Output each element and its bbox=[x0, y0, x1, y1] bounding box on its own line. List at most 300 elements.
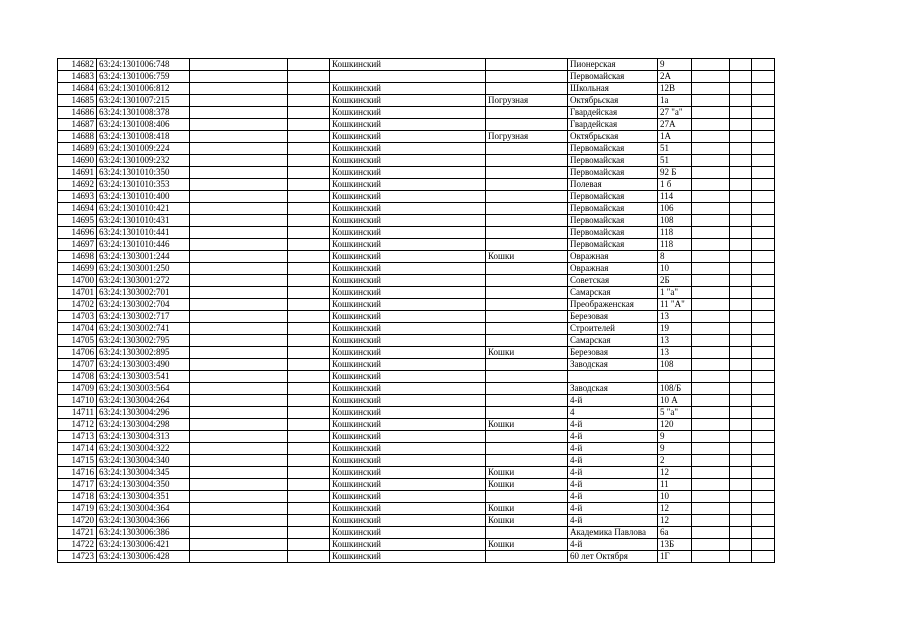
empty-cell bbox=[752, 227, 775, 239]
locality-cell bbox=[486, 155, 568, 167]
table-row bbox=[58, 323, 775, 335]
empty-cell bbox=[190, 215, 288, 227]
empty-cell bbox=[190, 155, 288, 167]
empty-cell bbox=[190, 383, 288, 395]
table-row bbox=[58, 527, 775, 539]
table-row bbox=[58, 287, 775, 299]
street-cell: 4-й bbox=[568, 491, 658, 503]
locality-cell bbox=[486, 263, 568, 275]
empty-cell bbox=[730, 239, 752, 251]
empty-cell bbox=[190, 83, 288, 95]
district-cell: Кошкинский bbox=[330, 263, 486, 275]
row-number-cell: 14696 bbox=[58, 227, 97, 239]
empty-cell bbox=[190, 167, 288, 179]
empty-cell bbox=[730, 467, 752, 479]
house-number-cell: 13 bbox=[658, 347, 692, 359]
empty-cell bbox=[288, 239, 330, 251]
district-cell: Кошкинский bbox=[330, 551, 486, 563]
empty-cell bbox=[692, 287, 730, 299]
locality-cell: Кошки bbox=[486, 515, 568, 527]
empty-cell bbox=[752, 215, 775, 227]
locality-cell: Кошки bbox=[486, 467, 568, 479]
house-number-cell: 27А bbox=[658, 119, 692, 131]
table-row bbox=[58, 107, 775, 119]
empty-cell bbox=[190, 419, 288, 431]
street-cell: Самарская bbox=[568, 287, 658, 299]
empty-cell bbox=[190, 299, 288, 311]
street-cell: Строителей bbox=[568, 323, 658, 335]
district-cell: Кошкинский bbox=[330, 155, 486, 167]
cadastral-number-cell: 63:24:1303001:244 bbox=[97, 251, 190, 263]
street-cell: 4-й bbox=[568, 455, 658, 467]
house-number-cell: 13 bbox=[658, 311, 692, 323]
cadastral-number-cell: 63:24:1301010:441 bbox=[97, 227, 190, 239]
district-cell: Кошкинский bbox=[330, 479, 486, 491]
empty-cell bbox=[730, 119, 752, 131]
cadastral-number-cell: 63:24:1301010:446 bbox=[97, 239, 190, 251]
table-row bbox=[58, 311, 775, 323]
house-number-cell: 10 А bbox=[658, 395, 692, 407]
row-number-cell: 14694 bbox=[58, 203, 97, 215]
locality-cell bbox=[486, 287, 568, 299]
empty-cell bbox=[692, 515, 730, 527]
empty-cell bbox=[692, 191, 730, 203]
empty-cell bbox=[190, 275, 288, 287]
cadastral-number-cell: 63:24:1303006:386 bbox=[97, 527, 190, 539]
cadastral-number-cell: 63:24:1303004:313 bbox=[97, 431, 190, 443]
empty-cell bbox=[730, 191, 752, 203]
house-number-cell: 12 bbox=[658, 515, 692, 527]
empty-cell bbox=[288, 107, 330, 119]
street-cell: Полевая bbox=[568, 179, 658, 191]
district-cell: Кошкинский bbox=[330, 59, 486, 71]
empty-cell bbox=[692, 551, 730, 563]
row-number-cell: 14685 bbox=[58, 95, 97, 107]
table-row bbox=[58, 419, 775, 431]
street-cell: Первомайская bbox=[568, 155, 658, 167]
locality-cell: Погрузная bbox=[486, 95, 568, 107]
district-cell: Кошкинский bbox=[330, 179, 486, 191]
locality-cell bbox=[486, 443, 568, 455]
district-cell: Кошкинский bbox=[330, 275, 486, 287]
empty-cell bbox=[730, 419, 752, 431]
empty-cell bbox=[730, 155, 752, 167]
table-row bbox=[58, 71, 775, 83]
locality-cell bbox=[486, 395, 568, 407]
empty-cell bbox=[288, 431, 330, 443]
empty-cell bbox=[190, 395, 288, 407]
empty-cell bbox=[190, 371, 288, 383]
district-cell: Кошкинский bbox=[330, 503, 486, 515]
street-cell: Первомайская bbox=[568, 71, 658, 83]
empty-cell bbox=[730, 503, 752, 515]
cadastral-number-cell: 63:24:1303004:264 bbox=[97, 395, 190, 407]
street-cell: Преображенская bbox=[568, 299, 658, 311]
empty-cell bbox=[752, 131, 775, 143]
empty-cell bbox=[692, 251, 730, 263]
locality-cell bbox=[486, 191, 568, 203]
district-cell: Кошкинский bbox=[330, 191, 486, 203]
house-number-cell: 2 bbox=[658, 455, 692, 467]
empty-cell bbox=[692, 179, 730, 191]
house-number-cell: 6а bbox=[658, 527, 692, 539]
empty-cell bbox=[288, 551, 330, 563]
empty-cell bbox=[692, 227, 730, 239]
empty-cell bbox=[692, 155, 730, 167]
street-cell: Овражная bbox=[568, 263, 658, 275]
empty-cell bbox=[730, 179, 752, 191]
empty-cell bbox=[730, 407, 752, 419]
district-cell: Кошкинский bbox=[330, 131, 486, 143]
empty-cell bbox=[752, 119, 775, 131]
cadastral-number-cell: 63:24:1301007:215 bbox=[97, 95, 190, 107]
empty-cell bbox=[752, 203, 775, 215]
empty-cell bbox=[692, 527, 730, 539]
row-number-cell: 14705 bbox=[58, 335, 97, 347]
empty-cell bbox=[288, 191, 330, 203]
empty-cell bbox=[730, 323, 752, 335]
table-row bbox=[58, 227, 775, 239]
empty-cell bbox=[692, 203, 730, 215]
house-number-cell: 27 "а" bbox=[658, 107, 692, 119]
table-row bbox=[58, 119, 775, 131]
empty-cell bbox=[692, 431, 730, 443]
empty-cell bbox=[730, 71, 752, 83]
row-number-cell: 14700 bbox=[58, 275, 97, 287]
house-number-cell: 114 bbox=[658, 191, 692, 203]
table-row bbox=[58, 83, 775, 95]
table-row bbox=[58, 455, 775, 467]
empty-cell bbox=[288, 179, 330, 191]
empty-cell bbox=[730, 347, 752, 359]
street-cell: Гвардейская bbox=[568, 107, 658, 119]
row-number-cell: 14693 bbox=[58, 191, 97, 203]
empty-cell bbox=[692, 107, 730, 119]
empty-cell bbox=[752, 395, 775, 407]
house-number-cell: 9 bbox=[658, 431, 692, 443]
empty-cell bbox=[692, 323, 730, 335]
empty-cell bbox=[692, 275, 730, 287]
empty-cell bbox=[288, 95, 330, 107]
cadastral-number-cell: 63:24:1301010:350 bbox=[97, 167, 190, 179]
empty-cell bbox=[288, 347, 330, 359]
empty-cell bbox=[752, 155, 775, 167]
empty-cell bbox=[752, 143, 775, 155]
empty-cell bbox=[730, 359, 752, 371]
empty-cell bbox=[752, 371, 775, 383]
empty-cell bbox=[692, 215, 730, 227]
house-number-cell: 10 bbox=[658, 263, 692, 275]
empty-cell bbox=[692, 131, 730, 143]
empty-cell bbox=[190, 539, 288, 551]
empty-cell bbox=[730, 131, 752, 143]
empty-cell bbox=[190, 515, 288, 527]
house-number-cell: 118 bbox=[658, 227, 692, 239]
empty-cell bbox=[288, 203, 330, 215]
street-cell: Первомайская bbox=[568, 215, 658, 227]
cadastral-number-cell: 63:24:1303002:701 bbox=[97, 287, 190, 299]
house-number-cell: 10 bbox=[658, 491, 692, 503]
empty-cell bbox=[190, 179, 288, 191]
empty-cell bbox=[288, 455, 330, 467]
empty-cell bbox=[692, 299, 730, 311]
locality-cell bbox=[486, 431, 568, 443]
empty-cell bbox=[730, 251, 752, 263]
row-number-cell: 14714 bbox=[58, 443, 97, 455]
row-number-cell: 14702 bbox=[58, 299, 97, 311]
row-number-cell: 14687 bbox=[58, 119, 97, 131]
empty-cell bbox=[692, 83, 730, 95]
row-number-cell: 14690 bbox=[58, 155, 97, 167]
empty-cell bbox=[190, 287, 288, 299]
district-cell: Кошкинский bbox=[330, 371, 486, 383]
locality-cell bbox=[486, 227, 568, 239]
empty-cell bbox=[692, 167, 730, 179]
empty-cell bbox=[752, 167, 775, 179]
cadastral-number-cell: 63:24:1301010:400 bbox=[97, 191, 190, 203]
street-cell: Пионерская bbox=[568, 59, 658, 71]
empty-cell bbox=[752, 335, 775, 347]
table-row bbox=[58, 479, 775, 491]
empty-cell bbox=[752, 443, 775, 455]
empty-cell bbox=[692, 467, 730, 479]
empty-cell bbox=[288, 479, 330, 491]
cadastral-number-cell: 63:24:1301006:812 bbox=[97, 83, 190, 95]
cadastral-number-cell: 63:24:1303006:421 bbox=[97, 539, 190, 551]
empty-cell bbox=[730, 275, 752, 287]
empty-cell bbox=[288, 467, 330, 479]
district-cell: Кошкинский bbox=[330, 215, 486, 227]
house-number-cell: 1 "а" bbox=[658, 287, 692, 299]
empty-cell bbox=[288, 383, 330, 395]
property-register-table bbox=[57, 58, 775, 563]
row-number-cell: 14718 bbox=[58, 491, 97, 503]
table-row bbox=[58, 539, 775, 551]
locality-cell bbox=[486, 527, 568, 539]
locality-cell: Кошки bbox=[486, 251, 568, 263]
house-number-cell: 120 bbox=[658, 419, 692, 431]
district-cell: Кошкинский bbox=[330, 539, 486, 551]
house-number-cell: 9 bbox=[658, 59, 692, 71]
locality-cell bbox=[486, 491, 568, 503]
table-row bbox=[58, 239, 775, 251]
empty-cell bbox=[752, 419, 775, 431]
empty-cell bbox=[692, 95, 730, 107]
empty-cell bbox=[730, 383, 752, 395]
row-number-cell: 14684 bbox=[58, 83, 97, 95]
empty-cell bbox=[190, 407, 288, 419]
empty-cell bbox=[190, 239, 288, 251]
street-cell: 4-й bbox=[568, 395, 658, 407]
table-row bbox=[58, 407, 775, 419]
empty-cell bbox=[288, 407, 330, 419]
table-row bbox=[58, 467, 775, 479]
empty-cell bbox=[288, 155, 330, 167]
row-number-cell: 14704 bbox=[58, 323, 97, 335]
locality-cell bbox=[486, 323, 568, 335]
empty-cell bbox=[190, 227, 288, 239]
empty-cell bbox=[752, 491, 775, 503]
row-number-cell: 14715 bbox=[58, 455, 97, 467]
table-row bbox=[58, 95, 775, 107]
empty-cell bbox=[288, 167, 330, 179]
row-number-cell: 14722 bbox=[58, 539, 97, 551]
street-cell: Первомайская bbox=[568, 167, 658, 179]
empty-cell bbox=[190, 59, 288, 71]
locality-cell: Кошки bbox=[486, 419, 568, 431]
district-cell: Кошкинский bbox=[330, 251, 486, 263]
empty-cell bbox=[190, 119, 288, 131]
empty-cell bbox=[190, 71, 288, 83]
empty-cell bbox=[288, 515, 330, 527]
empty-cell bbox=[288, 503, 330, 515]
row-number-cell: 14686 bbox=[58, 107, 97, 119]
street-cell: 4-й bbox=[568, 467, 658, 479]
house-number-cell: 118 bbox=[658, 239, 692, 251]
street-cell: 4-й bbox=[568, 515, 658, 527]
locality-cell bbox=[486, 179, 568, 191]
district-cell: Кошкинский bbox=[330, 491, 486, 503]
house-number-cell: 108 bbox=[658, 215, 692, 227]
house-number-cell: 51 bbox=[658, 143, 692, 155]
row-number-cell: 14691 bbox=[58, 167, 97, 179]
cadastral-number-cell: 63:24:1301010:431 bbox=[97, 215, 190, 227]
empty-cell bbox=[752, 275, 775, 287]
house-number-cell: 2Б bbox=[658, 275, 692, 287]
district-cell: Кошкинский bbox=[330, 431, 486, 443]
row-number-cell: 14699 bbox=[58, 263, 97, 275]
district-cell: Кошкинский bbox=[330, 143, 486, 155]
locality-cell bbox=[486, 383, 568, 395]
row-number-cell: 14697 bbox=[58, 239, 97, 251]
locality-cell bbox=[486, 143, 568, 155]
empty-cell bbox=[730, 83, 752, 95]
table-row bbox=[58, 431, 775, 443]
empty-cell bbox=[190, 335, 288, 347]
row-number-cell: 14723 bbox=[58, 551, 97, 563]
empty-cell bbox=[752, 299, 775, 311]
empty-cell bbox=[752, 323, 775, 335]
locality-cell bbox=[486, 59, 568, 71]
house-number-cell: 108 bbox=[658, 359, 692, 371]
table-row bbox=[58, 215, 775, 227]
row-number-cell: 14707 bbox=[58, 359, 97, 371]
row-number-cell: 14717 bbox=[58, 479, 97, 491]
empty-cell bbox=[692, 119, 730, 131]
locality-cell: Кошки bbox=[486, 347, 568, 359]
house-number-cell: 12 bbox=[658, 467, 692, 479]
street-cell: Гвардейская bbox=[568, 119, 658, 131]
district-cell: Кошкинский bbox=[330, 167, 486, 179]
street-cell: Заводская bbox=[568, 359, 658, 371]
empty-cell bbox=[190, 143, 288, 155]
empty-cell bbox=[288, 539, 330, 551]
locality-cell bbox=[486, 167, 568, 179]
cadastral-number-cell: 63:24:1303003:490 bbox=[97, 359, 190, 371]
table-row bbox=[58, 251, 775, 263]
cadastral-number-cell: 63:24:1301008:418 bbox=[97, 131, 190, 143]
cadastral-number-cell: 63:24:1301009:232 bbox=[97, 155, 190, 167]
empty-cell bbox=[692, 59, 730, 71]
cadastral-number-cell: 63:24:1303004:345 bbox=[97, 467, 190, 479]
locality-cell bbox=[486, 311, 568, 323]
empty-cell bbox=[288, 59, 330, 71]
row-number-cell: 14719 bbox=[58, 503, 97, 515]
street-cell: Заводская bbox=[568, 383, 658, 395]
locality-cell bbox=[486, 83, 568, 95]
empty-cell bbox=[692, 335, 730, 347]
empty-cell bbox=[190, 503, 288, 515]
empty-cell bbox=[692, 383, 730, 395]
empty-cell bbox=[190, 551, 288, 563]
cadastral-number-cell: 63:24:1303004:298 bbox=[97, 419, 190, 431]
district-cell: Кошкинский bbox=[330, 515, 486, 527]
empty-cell bbox=[752, 95, 775, 107]
locality-cell bbox=[486, 215, 568, 227]
house-number-cell: 51 bbox=[658, 155, 692, 167]
empty-cell bbox=[190, 443, 288, 455]
table-row bbox=[58, 275, 775, 287]
district-cell: Кошкинский bbox=[330, 95, 486, 107]
street-cell: Первомайская bbox=[568, 239, 658, 251]
empty-cell bbox=[288, 287, 330, 299]
locality-cell bbox=[486, 203, 568, 215]
table-row bbox=[58, 503, 775, 515]
row-number-cell: 14698 bbox=[58, 251, 97, 263]
cadastral-number-cell: 63:24:1301010:421 bbox=[97, 203, 190, 215]
house-number-cell: 19 bbox=[658, 323, 692, 335]
empty-cell bbox=[752, 191, 775, 203]
locality-cell bbox=[486, 71, 568, 83]
empty-cell bbox=[190, 311, 288, 323]
house-number-cell: 2А bbox=[658, 71, 692, 83]
empty-cell bbox=[692, 143, 730, 155]
district-cell: Кошкинский bbox=[330, 323, 486, 335]
house-number-cell bbox=[658, 371, 692, 383]
cadastral-number-cell: 63:24:1303001:250 bbox=[97, 263, 190, 275]
empty-cell bbox=[692, 71, 730, 83]
locality-cell bbox=[486, 455, 568, 467]
house-number-cell: 11 bbox=[658, 479, 692, 491]
table-row bbox=[58, 347, 775, 359]
empty-cell bbox=[752, 359, 775, 371]
street-cell: Овражная bbox=[568, 251, 658, 263]
row-number-cell: 14716 bbox=[58, 467, 97, 479]
street-cell: Школьная bbox=[568, 83, 658, 95]
locality-cell: Кошки bbox=[486, 479, 568, 491]
empty-cell bbox=[730, 371, 752, 383]
locality-cell: Погрузная bbox=[486, 131, 568, 143]
empty-cell bbox=[190, 191, 288, 203]
empty-cell bbox=[730, 335, 752, 347]
locality-cell bbox=[486, 407, 568, 419]
street-cell: Первомайская bbox=[568, 191, 658, 203]
empty-cell bbox=[288, 143, 330, 155]
table-row bbox=[58, 191, 775, 203]
empty-cell bbox=[288, 263, 330, 275]
empty-cell bbox=[730, 143, 752, 155]
empty-cell bbox=[288, 359, 330, 371]
table-row bbox=[58, 167, 775, 179]
district-cell bbox=[330, 71, 486, 83]
empty-cell bbox=[190, 263, 288, 275]
district-cell: Кошкинский bbox=[330, 83, 486, 95]
street-cell: 4-й bbox=[568, 431, 658, 443]
empty-cell bbox=[692, 347, 730, 359]
empty-cell bbox=[190, 359, 288, 371]
empty-cell bbox=[730, 491, 752, 503]
empty-cell bbox=[288, 119, 330, 131]
